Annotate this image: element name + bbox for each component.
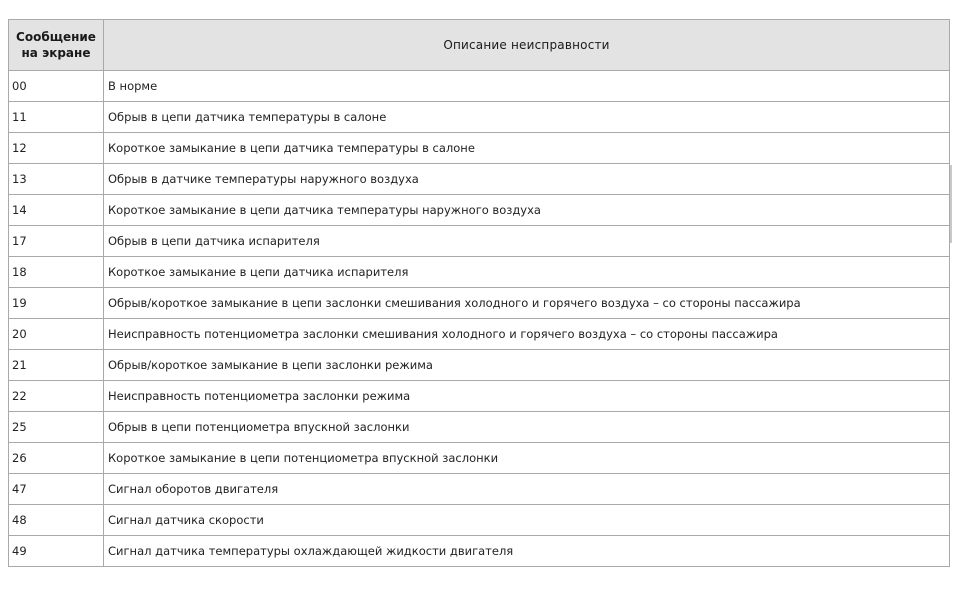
header-description: Описание неисправности xyxy=(104,20,950,71)
table-row xyxy=(9,505,950,536)
table-row xyxy=(9,164,950,195)
row-code: 11 xyxy=(9,102,104,133)
fault-codes-table xyxy=(8,19,950,567)
table-row xyxy=(9,257,950,288)
row-code: 21 xyxy=(9,350,104,381)
row-code: 19 xyxy=(9,288,104,319)
row-description: Обрыв/короткое замыкание в цепи заслонки смешивания холодного и горячего воздуха – со стороны пассажира xyxy=(104,288,950,319)
row-description: Сигнал датчика температуры охлаждающей жидкости двигателя xyxy=(104,536,950,567)
row-code: 17 xyxy=(9,226,104,257)
row-code: 22 xyxy=(9,381,104,412)
row-description: Короткое замыкание в цепи датчика температуры в салоне xyxy=(104,133,950,164)
table-header-row xyxy=(9,20,950,71)
table-row xyxy=(9,443,950,474)
table-row xyxy=(9,102,950,133)
row-code: 00 xyxy=(9,71,104,102)
header-code: Сообщение на экране xyxy=(9,20,104,71)
row-code: 18 xyxy=(9,257,104,288)
table-row xyxy=(9,71,950,102)
row-description: В норме xyxy=(104,71,950,102)
row-description: Обрыв в датчике температуры наружного воздуха xyxy=(104,164,950,195)
row-code: 49 xyxy=(9,536,104,567)
row-code: 25 xyxy=(9,412,104,443)
row-code: 20 xyxy=(9,319,104,350)
row-code: 26 xyxy=(9,443,104,474)
row-description: Обрыв в цепи датчика испарителя xyxy=(104,226,950,257)
table-row xyxy=(9,319,950,350)
table-row xyxy=(9,226,950,257)
table-row xyxy=(9,412,950,443)
row-description: Короткое замыкание в цепи датчика температуры наружного воздуха xyxy=(104,195,950,226)
table-row xyxy=(9,133,950,164)
row-code: 47 xyxy=(9,474,104,505)
scrollbar-thumb[interactable] xyxy=(950,165,952,243)
table-body xyxy=(9,71,950,567)
row-description: Короткое замыкание в цепи потенциометра впускной заслонки xyxy=(104,443,950,474)
table-row xyxy=(9,474,950,505)
row-code: 48 xyxy=(9,505,104,536)
row-description: Сигнал датчика скорости xyxy=(104,505,950,536)
row-description: Обрыв в цепи датчика температуры в салоне xyxy=(104,102,950,133)
row-description: Неисправность потенциометра заслонки режима xyxy=(104,381,950,412)
row-code: 14 xyxy=(9,195,104,226)
fault-codes-table-container xyxy=(8,19,950,567)
row-code: 13 xyxy=(9,164,104,195)
table-row xyxy=(9,288,950,319)
table-row xyxy=(9,536,950,567)
row-description: Обрыв/короткое замыкание в цепи заслонки режима xyxy=(104,350,950,381)
row-description: Обрыв в цепи потенциометра впускной заслонки xyxy=(104,412,950,443)
table-row xyxy=(9,195,950,226)
row-description: Сигнал оборотов двигателя xyxy=(104,474,950,505)
row-description: Неисправность потенциометра заслонки смешивания холодного и горячего воздуха – со стороны пассажира xyxy=(104,319,950,350)
row-code: 12 xyxy=(9,133,104,164)
table-row xyxy=(9,350,950,381)
table-row xyxy=(9,381,950,412)
row-description: Короткое замыкание в цепи датчика испарителя xyxy=(104,257,950,288)
